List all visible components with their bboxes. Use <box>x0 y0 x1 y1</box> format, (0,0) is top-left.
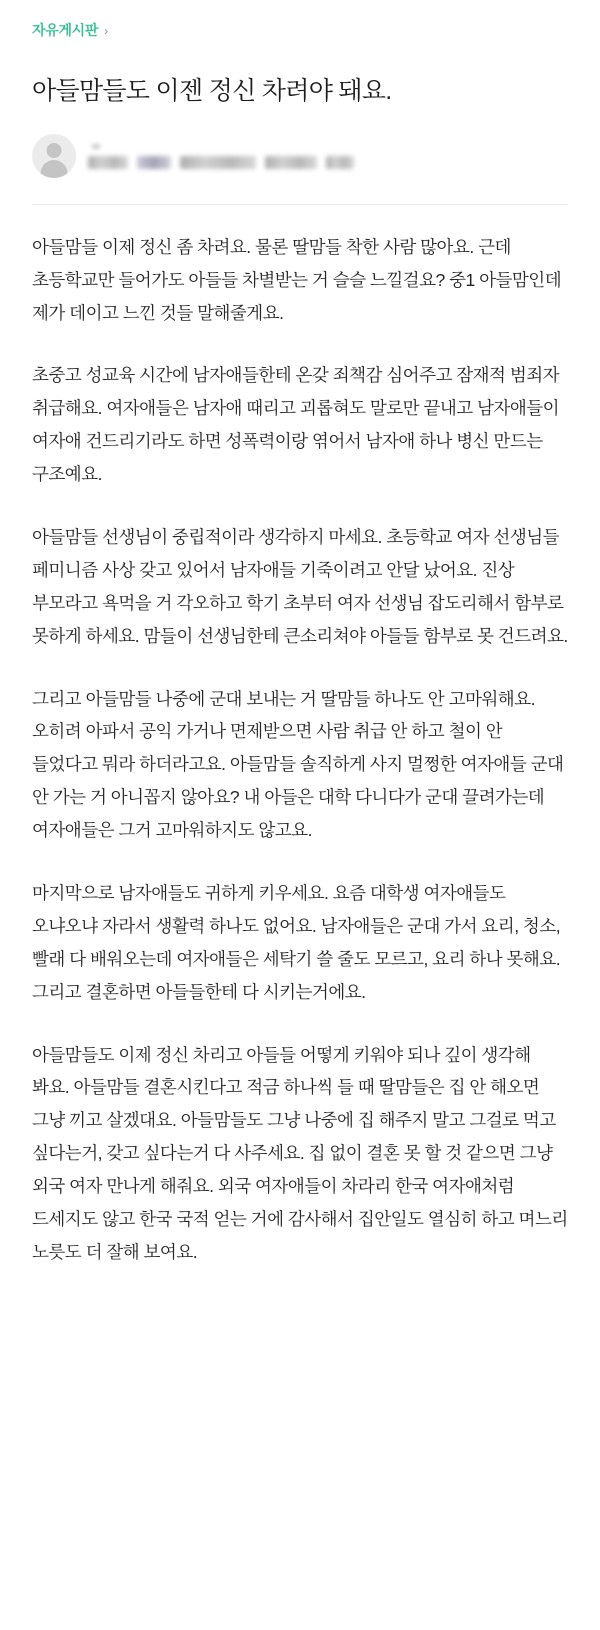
masked-text-block <box>326 156 354 169</box>
user-placeholder-icon-body <box>41 160 68 178</box>
masked-text-block <box>88 156 128 169</box>
avatar[interactable] <box>32 134 76 178</box>
post-paragraph: 아들맘들도 이제 정신 차리고 아들들 어떻게 키워야 되나 깊이 생각해 봐요. 아들맘들 결혼시킨다고 적금 하나씩 들 때 딸맘들은 집 안 해오면 그냥 끼고 살겠대요. 아들맘들도 그냥 나중에 집 해주지 말고 그걸로 먹고 싶다는거, 갖고 싶다는거 다 사주세요. 집 없이 결혼 못 할 것 같으면 그냥 외국 여자 만나게 해줘요. 외국 여자애들이 차라리 한국 여자애처럼 드세지도 않고 한국 국적 얻는 거에 감사해서 집안일도 열심히 하고 며느리 노릇도 더 잘해 보여요. <box>32 1044 568 1262</box>
post-paragraph: 초중고 성교육 시간에 남자애들한테 온갖 죄책감 심어주고 잠재적 범죄자 취급해요. 여자애들은 남자애 때리고 괴롭혀도 말로만 끝내고 남자애들이 여자애 건드리기라도 하면 성폭력이랑 엮어서 남자애 하나 병신 만드는 구조예요. <box>32 365 560 485</box>
post-body <box>0 205 600 1309</box>
breadcrumb-board-link[interactable]: 자유게시판 <box>32 22 99 38</box>
masked-text-block <box>265 156 317 169</box>
author-name-masked <box>88 144 568 149</box>
masked-text-block <box>92 144 100 149</box>
page-title: 아들맘들도 이젠 정신 차려야 돼요. <box>32 76 392 105</box>
breadcrumb <box>0 0 600 40</box>
post-paragraph: 마지막으로 남자애들도 귀하게 키우세요. 요즘 대학생 여자애들도 오냐오냐 자라서 생활력 하나도 없어요. 남자애들은 군대 가서 요리, 청소, 빨래 다 배워오는데 여자애들은 세탁기 쓸 줄도 모르고, 요리 하나 못해요. 그리고 결혼하면 아들들한테 다 시키는거에요. <box>32 883 561 1002</box>
author-row <box>32 130 568 205</box>
masked-text-block <box>180 156 256 169</box>
chevron-right-icon: › <box>104 24 109 38</box>
post-paragraph: 그리고 아들맘들 나중에 군대 보내는 거 딸맘들 하나도 안 고마워해요. 오히려 아파서 공익 가거나 면제받으면 사람 취급 안 하고 철이 안 들었다고 뭐라 하더라고요. 아들맘들 솔직하게 사지 멀쩡한 여자애들 군대 안 가는 거 아니꼽지 않아요? 내 아들은 대학 다니다가 군대 끌려가는데 여자애들은 그거 고마워하지도 않고요. <box>32 688 564 841</box>
user-placeholder-icon <box>47 143 62 158</box>
author-info-masked <box>88 156 568 169</box>
masked-text-block <box>137 156 171 169</box>
author-meta <box>88 142 568 169</box>
post-paragraph: 아들맘들 선생님이 중립적이라 생각하지 마세요. 초등학교 여자 선생님들 페미니즘 사상 갖고 있어서 남자애들 기죽이려고 안달 났어요. 진상 부모라고 욕먹을 거 각오하고 학기 초부터 여자 선생님 잡도리해서 함부로 못하게 하세요. 맘들이 선생님한테 큰소리쳐야 아들들 함부로 못 건드려요. <box>32 526 568 646</box>
post-paragraph: 아들맘들 이제 정신 좀 차려요. 물론 딸맘들 착한 사람 많아요. 근데 초등학교만 들어가도 아들들 차별받는 거 슬슬 느낄걸요? 중1 아들맘인데 제가 데이고 느낀 것들 말해줄게요. <box>32 236 562 323</box>
